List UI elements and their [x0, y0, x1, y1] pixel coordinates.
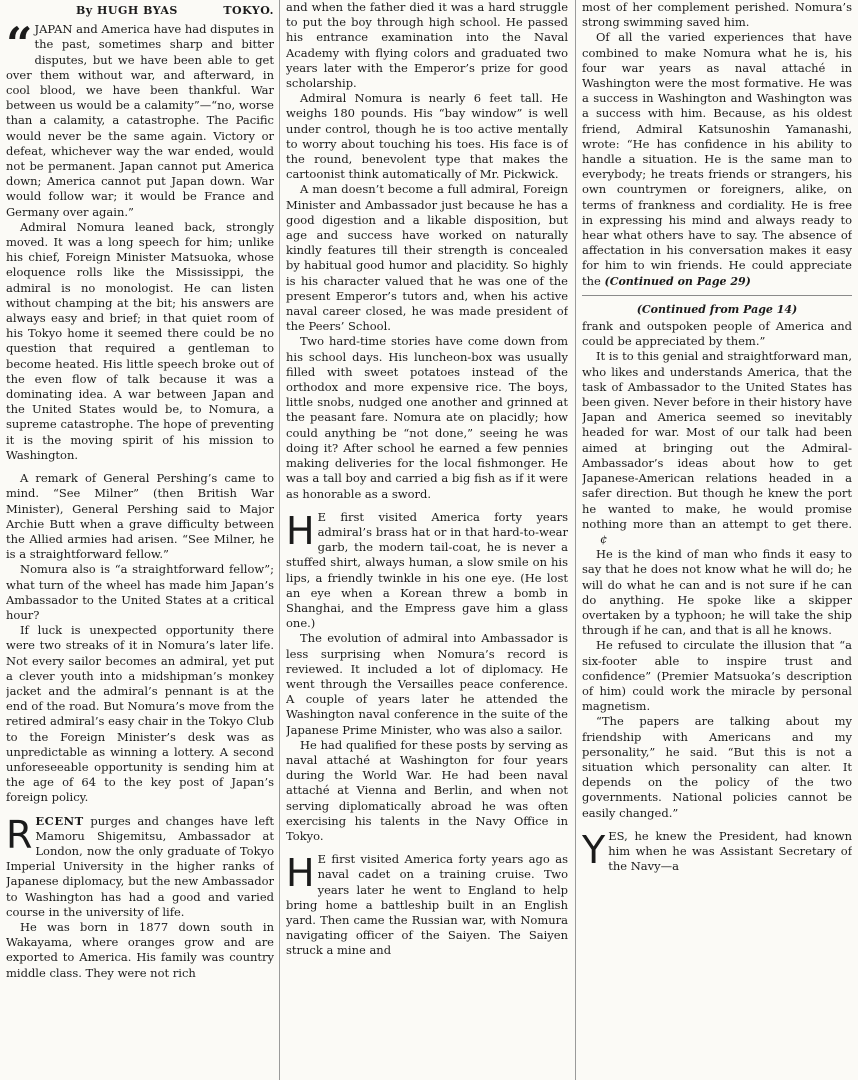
article-column-3: [582, 0, 852, 1080]
column-rule: [279, 0, 280, 1080]
section-paragraph: RECENT purges and changes have left Mamoru Shigemitsu, Ambassador at London, now the only graduate of Tokyo Imperial University in the higher ranks of Japanese diplomacy, but the new Ambassador to Washington has had a good and varied course in the university of life.: [6, 812, 274, 919]
article-column-1: [6, 0, 274, 1080]
opening-quote-mark: “: [6, 17, 33, 72]
section-paragraph: H E first visited America forty years admiral’s brass hat or in that hard-to-wear garb, the modern tail-coat, he is never a stuffed shirt, always human, a slow smile on his lips, a friendly twinkle in his one eye. (He lost an eye when a Korean threw a bomb in Shanghai, and the Empress gave him a glass one.): [286, 508, 568, 631]
paragraph: He refused to circulate the illusion that “a six-footer able to inspire trust and confidence” (Premier Matsuoka’s description of him) could work the miracle by personal magnetism.: [582, 638, 852, 714]
drop-cap: R: [6, 812, 33, 857]
paragraph: “The papers are talking about my friendship with Americans and my personality,” he said. “But this is not a situation which personality can alter. It depends on the policy of the two governments. National policies cannot be easily changed.”: [582, 714, 852, 820]
paragraph: Two hard-time stories have come down from his school days. His luncheon-box was usually filled with sweet potatoes instead of the orthodox and more expensive rice. The boys, little snobs, nudged one another and grinned at the peasant fare. Nomura ate on placidly; how could anything be “not done,” seeing he was doing it? After school he earned a few pennies making deliveries for the local fishmonger. He was a tall boy and carried a big fish as if it were as honorable as a sword.: [286, 334, 568, 501]
author-name: By HUGH BYAS: [76, 4, 178, 17]
paragraph: He is the kind of man who finds it easy to say that he does not know what he will do; he will do what he can and is not sure if he can do anything. He spoke like a skipper overtaken by a typhoon; he will take the ship through if he can, and that is all he knows.: [582, 547, 852, 638]
lead-text: JAPAN and America have had disputes in the past, sometimes sharp and bitter disputes, but we have been able to get over them without war, and afterward, in cool blood, we have been thankful. War between us would be a calamity”—“no, worse than a calamity, a catastrophe. The Pacific would never be the same again. Victory or defeat, whichever way the war ended, would not be permanent. Japan cannot put America down; America cannot put Japan down. War would follow war; it would be France and Germany over again.”: [6, 22, 274, 219]
paragraph: If luck is unexpected opportunity there were two streaks of it in Nomura’s later life. Not every sailor becomes an admiral, yet put a clever youth into a midshipman’s monkey jacket and the admiral’s pennant is at the end of the road. But Nomura’s move from the retired admiral’s easy chair in the Tokyo Club to the Foreign Minister’s desk was as unpredictable as winning a lottery. A second unforeseeable opportunity is sending him at the age of 64 to the key post of Japan’s foreign policy.: [6, 623, 274, 805]
paragraph: Admiral Nomura is nearly 6 feet tall. He weighs 180 pounds. His “bay window” is well under control, though he is too active mentally to worry about touching his toes. His face is of the round, benevolent type that makes the cartoonist think automatically of Mr. Pickwick.: [286, 91, 568, 182]
paragraph: A remark of General Pershing’s came to mind. “See Milner” (then British War Minister), General Pershing said to Major Archie Butt when a grave difficulty between the Allied armies had arisen. “See Milner, he is a straightforward fellow.”: [6, 471, 274, 562]
column-rule: [575, 0, 576, 1080]
paragraph: A man doesn’t become a full admiral, Foreign Minister and Ambassador just because he has a good digestion and a likable disposition, but age and success have worked on naturally kindly features till their strength is concealed by habitual good humor and placidity. So highly is his character valued that he was one of the present Emperor’s tutors and, when his active naval career closed, he was made president of the Peers’ School.: [286, 182, 568, 334]
paragraph: It is to this genial and straightforward man, who likes and understands America, that the task of Ambassador to the United States has been given. Never before in their history have Japan and America seemed so inevitably headed for war. Most of our talk had been aimed at bringing out the Admiral-Ambassador’s ideas about how to get Japanese-American relations headed in a safer direction. But though he knew the port he wanted to make, he would promise nothing more than an attempt to get there.¢: [582, 349, 852, 546]
paragraph: He had qualified for these posts by serving as naval attaché at Washington for four years during the World War. He had been naval attaché at Vienna and Berlin, and when not serving diplomatically abroad he was often exercising his talents in the Navy Office in Tokyo.: [286, 737, 568, 843]
paragraph: Admiral Nomura leaned back, strongly moved. It was a long speech for him; unlike his chief, Foreign Minister Matsuoka, whose eloquence rolls like the Mississippi, the admiral is no monologist. He can listen without champing at the bit; his answers are always easy and brief; in that quiet room of his Tokyo home it seemed there could be no question that required a gentleman to become heated. His little speech broke out of the even flow of talk because it was a dominating idea. A war between Japan and the United States would be, to Nomura, a supreme catastrophe. The hope of preventing it is the moving spirit of his mission to Washington.: [6, 219, 274, 462]
continued-from-label: (Continued from Page 14): [636, 302, 798, 316]
section-paragraph: H E first visited America forty years ago as naval cadet on a training cruise. Two years later he went to England to help bring home a battleship built in an English yard. Then came the Russian war, with Nomura navigating officer of the Saiyen. The Saiyen struck a mine and: [286, 851, 568, 958]
drop-cap: Y: [582, 827, 606, 872]
paragraph: and when the father died it was a hard struggle to put the boy through high school. He passed his entrance examination into the Naval Academy with flying colors and graduated two years later with the Emperor’s prize for good scholarship.: [286, 0, 568, 91]
lead-paragraph: [6, 17, 274, 220]
dateline: TOKYO.: [223, 4, 274, 17]
article-column-2: [286, 0, 568, 1080]
small-caps-lead: ECENT: [35, 813, 84, 828]
paragraph: He was born in 1877 down south in Wakayama, where oranges grow and are exported to America. His family was country middle class. They were not rich: [6, 919, 274, 980]
drop-cap: H: [286, 851, 315, 896]
drop-cap: H: [286, 508, 315, 553]
paragraph: most of her complement perished. Nomura’s strong swimming saved him.: [582, 0, 852, 30]
paragraph: Of all the varied experiences that have combined to make Nomura what he is, his four war years as naval attaché in Washington were the most formative. He was a success in Washington and Washington was a success with him. Because, as his oldest friend, Admiral Katsunoshin Yamanashi, wrote: “He has confidence in his ability to handle a situation. He is the same man to everybody; he treats friends or strangers, his own countrymen or foreigners, alike, on terms of frankness and cordiality. He is free in expressing his mind and always ready to hear what others have to say. The absence of affectation in his conversation makes it easy for him to win friends. He could appreciate the (Continued on Page 29): [582, 30, 852, 288]
paragraph: The evolution of admiral into Ambassador is less surprising when Nomura’s record is reviewed. It included a lot of diplomacy. He went through the Versailles peace conference. A couple of years later he attended the Washington naval conference in the suite of the Japanese Prime Minister, who was also a sailor.: [286, 631, 568, 737]
margin-mark: ¢: [600, 531, 608, 546]
paragraph: Nomura also is “a straightforward fellow”; what turn of the wheel has made him Japan’s Ambassador to the United States at a critical hour?: [6, 562, 274, 622]
continuation-divider: [582, 295, 852, 296]
continued-on-label: (Continued on Page 29): [604, 274, 751, 288]
paragraph: frank and outspoken people of America and could be appreciated by them.”: [582, 319, 852, 349]
section-paragraph: YES, he knew the President, had known him when he was Assistant Secretary of the Navy—a: [582, 827, 852, 874]
byline: [76, 3, 274, 18]
